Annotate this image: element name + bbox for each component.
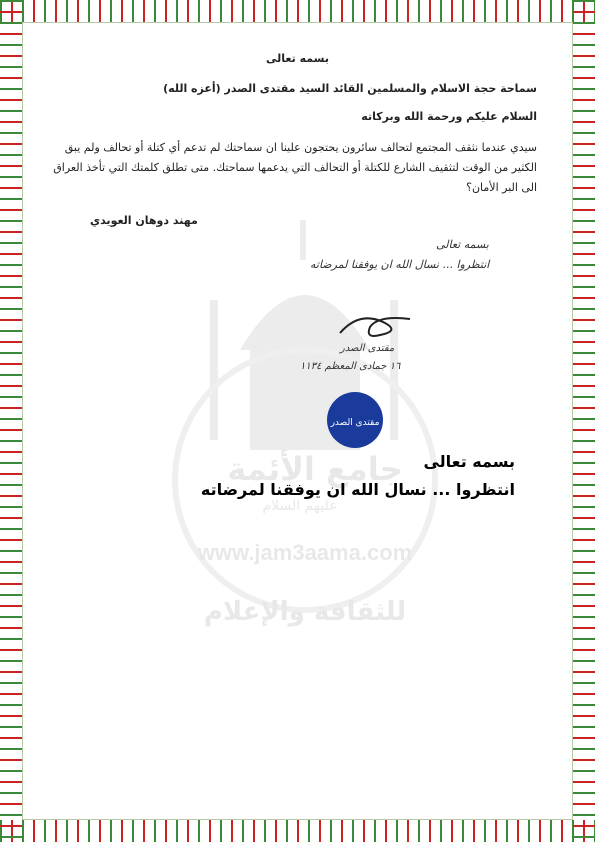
decorative-border-top <box>0 0 595 22</box>
letter-body: سيدي عندما نثقف المجتمع لتحالف سائرون يحتجون علينا ان سماحتك لم تدعم أي كتلة أو تحالف ولم يبق الكثير من الوقت لتثقيف الشارع للكتلة أو التحالف التي يدعمها سماحتك. متى تطلق كلمتك التي تأخذ العراق الى البر الأمان؟ <box>53 141 537 194</box>
watermark-site-text: www.jam3aama.com <box>197 540 413 565</box>
letter-greeting: السلام عليكم ورحمة الله وبركاته <box>361 110 537 123</box>
watermark-arabic-title: جامع الأئمة <box>227 450 403 488</box>
watermark-arabic-subtitle: عليهم السلام <box>262 498 338 514</box>
letter-bismillah: بسمه تعالى <box>266 52 329 65</box>
blue-seal <box>325 390 385 450</box>
letter-sender: مهند دوهان العويدي <box>90 214 198 227</box>
signature-date: ١٦ جمادى المعظم ١١٣٤ <box>300 361 401 372</box>
watermark-arabic-motto: للثقافة والإعلام <box>203 597 407 627</box>
letter-addressee: سماحة حجة الاسلام والمسلمين القائد السيد مقتدى الصدر (أعزه الله) <box>163 82 537 95</box>
overlay-bismillah: بسمه تعالى <box>423 452 515 471</box>
handwritten-bismillah: بسمه تعالى <box>436 238 489 251</box>
decorative-border-right <box>573 0 595 842</box>
signature-scribble <box>330 305 420 345</box>
seal-text: مقتدى الصدر <box>330 418 380 428</box>
decorative-border-bottom <box>0 820 595 842</box>
handwritten-reply: انتظروا ... نسال الله ان يوفقنا لمرضاته <box>310 258 490 271</box>
decorative-border-left <box>0 0 22 842</box>
signature-name: مقتدى الصدر <box>340 343 395 354</box>
watermark-logo <box>150 180 460 650</box>
overlay-reply: انتظروا ... نسال الله ان يوفقنا لمرضاته <box>200 480 515 499</box>
